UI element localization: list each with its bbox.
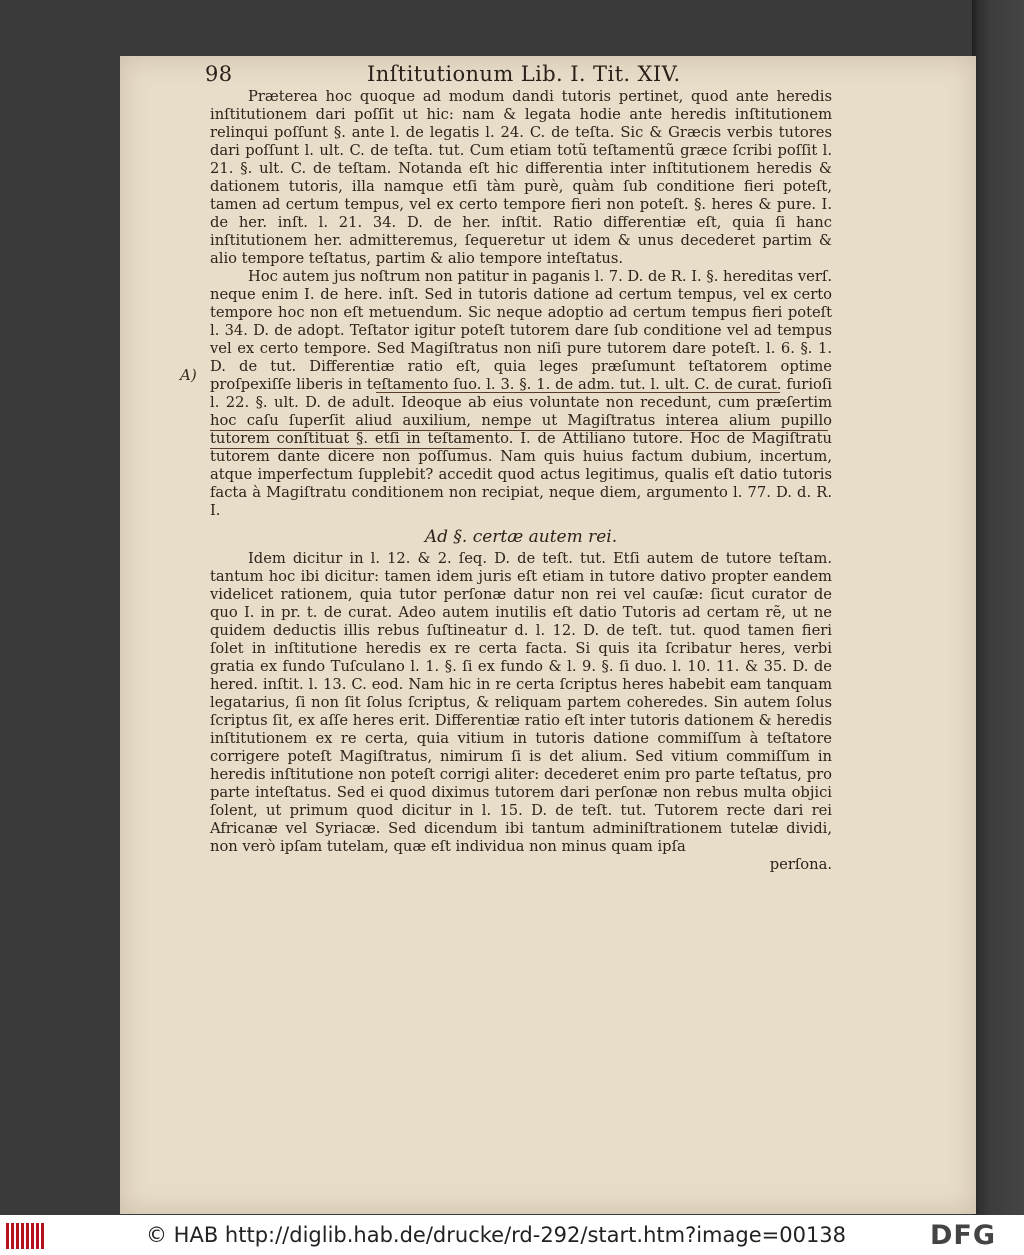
source-credit: © HAB http://diglib.hab.de/drucke/rd-292/start.htm?image=00138 bbox=[146, 1223, 847, 1247]
hab-logo-icon bbox=[6, 1223, 46, 1249]
page-body bbox=[210, 88, 832, 874]
dfg-logo: DFG bbox=[930, 1220, 997, 1251]
scanner-board bbox=[972, 0, 1024, 1215]
page-number: 98 bbox=[205, 62, 233, 86]
margin-annotation: A) bbox=[180, 366, 197, 384]
paragraph: Præterea hoc quoque ad modum dandi tutoris pertinet, quod ante heredis inſtitutionem dari poſſit ut hic: nam & legata hodie ante heredis inſtitutionem relinqui poſſunt §. ante l. de legatis l. 24. C. de teſta. Sic & Græcis verbis tutores dari poſſunt l. ult. C. de teſta. tut. Cum etiam totũ teſtamentũ græce ſcribi poſſit l. 21. §. ult. C. de teſtam. Notanda eſt hic differentia inter inſtitutionem heredis & dationem tutoris, illa namque etſi tàm purè, quàm ſub conditione fieri poteſt, tamen ad certum tempus, vel ex certo tempore fieri non poteſt. §. heres & pure. I. de her. inſt. l. 21. 34. D. de her. inſtit. Ratio differentiæ eſt, quia ſi hanc inſtitutionem her. admitteremus, ſequeretur ut idem & unus decederet partim & alio tempore teſtatus, partim & alio tempore inteſtatus. bbox=[210, 88, 832, 267]
section-heading: Ad §. certæ autem rei. bbox=[424, 527, 618, 547]
paragraph: Hoc autem jus noſtrum non patitur in paganis l. 7. D. de R. I. §. hereditas verſ. neque enim I. de here. inſt. Sed in tutoris datione ad certum tempus, vel ex certo tempore hoc non eſt metuendum. Sic neque adoptio ad certum tempus fieri poteſt l. 34. D. de adopt. Teſtator igitur poteſt tutorem dare ſub conditione vel ad tempus vel ex certo tempore. Sed Magiſtratus non niſi pure tutorem dare poteſt. l. 6. §. 1. D. de tut. Differentiæ ratio eſt, quia leges præſumunt teſtatorem optime proſpexiſſe liberis in teſtamento ſuo. l. 3. §. 1. de adm. tut. l. ult. C. de curat. furioſi l. 22. §. ult. D. de adult. Ideoque ab eius voluntate non recedunt, cum præſertim hoc caſu ſuperſit aliud auxilium, nempe ut Magiſtratus interea alium pupillo tutorem conſtituat §. etſi in teſtamento. I. de Attiliano tutore. Hoc de Magiſtratu tutorem dante dicere non poſſumus. Nam quis huius factum dubium, incertum, atque imperfectum ſupplebit? accedit quod actus legitimus, qualis eſt datio tutoris facta à Magiſtratu conditionem non recipiat, neque diem, argumento l. 77. D. d. R. I. bbox=[210, 268, 832, 519]
footer-bar bbox=[0, 1215, 1024, 1255]
paragraph: Idem dicitur in l. 12. & 2. ſeq. D. de teſt. tut. Etſi autem de tutore teſtam. tantum hoc ibi dicitur: tamen idem juris eſt etiam in tutore dativo propter eandem videlicet rationem, quia tutor perſonæ datur non rei vel cauſæ: ſicut curator de quo I. in pr. t. de curat. Adeo autem inutilis eſt datio Tutoris ad certam rẽ, ut ne quidem deductis illis rebus ſuſtineatur d. l. 12. D. de teſt. tut. quod tamen fieri ſolet in inſtitutione heredis ex re certa facta. Si quis ita ſcribatur heres, verbi gratia ex fundo Tuſculano l. 1. §. ſi ex fundo & l. 9. §. ſi duo. l. 10. 11. & 35. D. de hered. inſtit. l. 13. C. eod. Nam hic in re certa ſcriptus heres habebit eam tanquam legatarius, ſi non ſit ſolus ſcriptus, & reliquam partem coheredes. Sin autem ſolus ſcriptus ſit, ex aſſe heres erit. Differentiæ ratio eſt inter tutoris dationem & heredis inſtitutionem ex re certa, quia vitium in tutoris datione commiſſum à teſtatore corrigere poteſt Magiſtratus, nimirum ſi is det alium. Sed vitium commiſſum in heredis inſtitutione non poteſt corrigi aliter: decederet enim pro parte teſtatus, pro parte inteſtatus. Sed ei quod diximus tutorem dari perſonæ non rebus multa objici ſolent, ut primum quod dicitur in l. 15. D. de teſt. tut. Tutorem recte dari rei Africanæ vel Syriacæ. Sed dicendum ibi tantum adminiſtrationem tutelæ dividi, non verò ipſam tutelam, quæ eſt individua non minus quam ipſa bbox=[210, 550, 832, 855]
running-title: Inſtitutionum Lib. I. Tit. XIV. bbox=[367, 62, 681, 86]
catchword: perſona. bbox=[769, 856, 832, 873]
